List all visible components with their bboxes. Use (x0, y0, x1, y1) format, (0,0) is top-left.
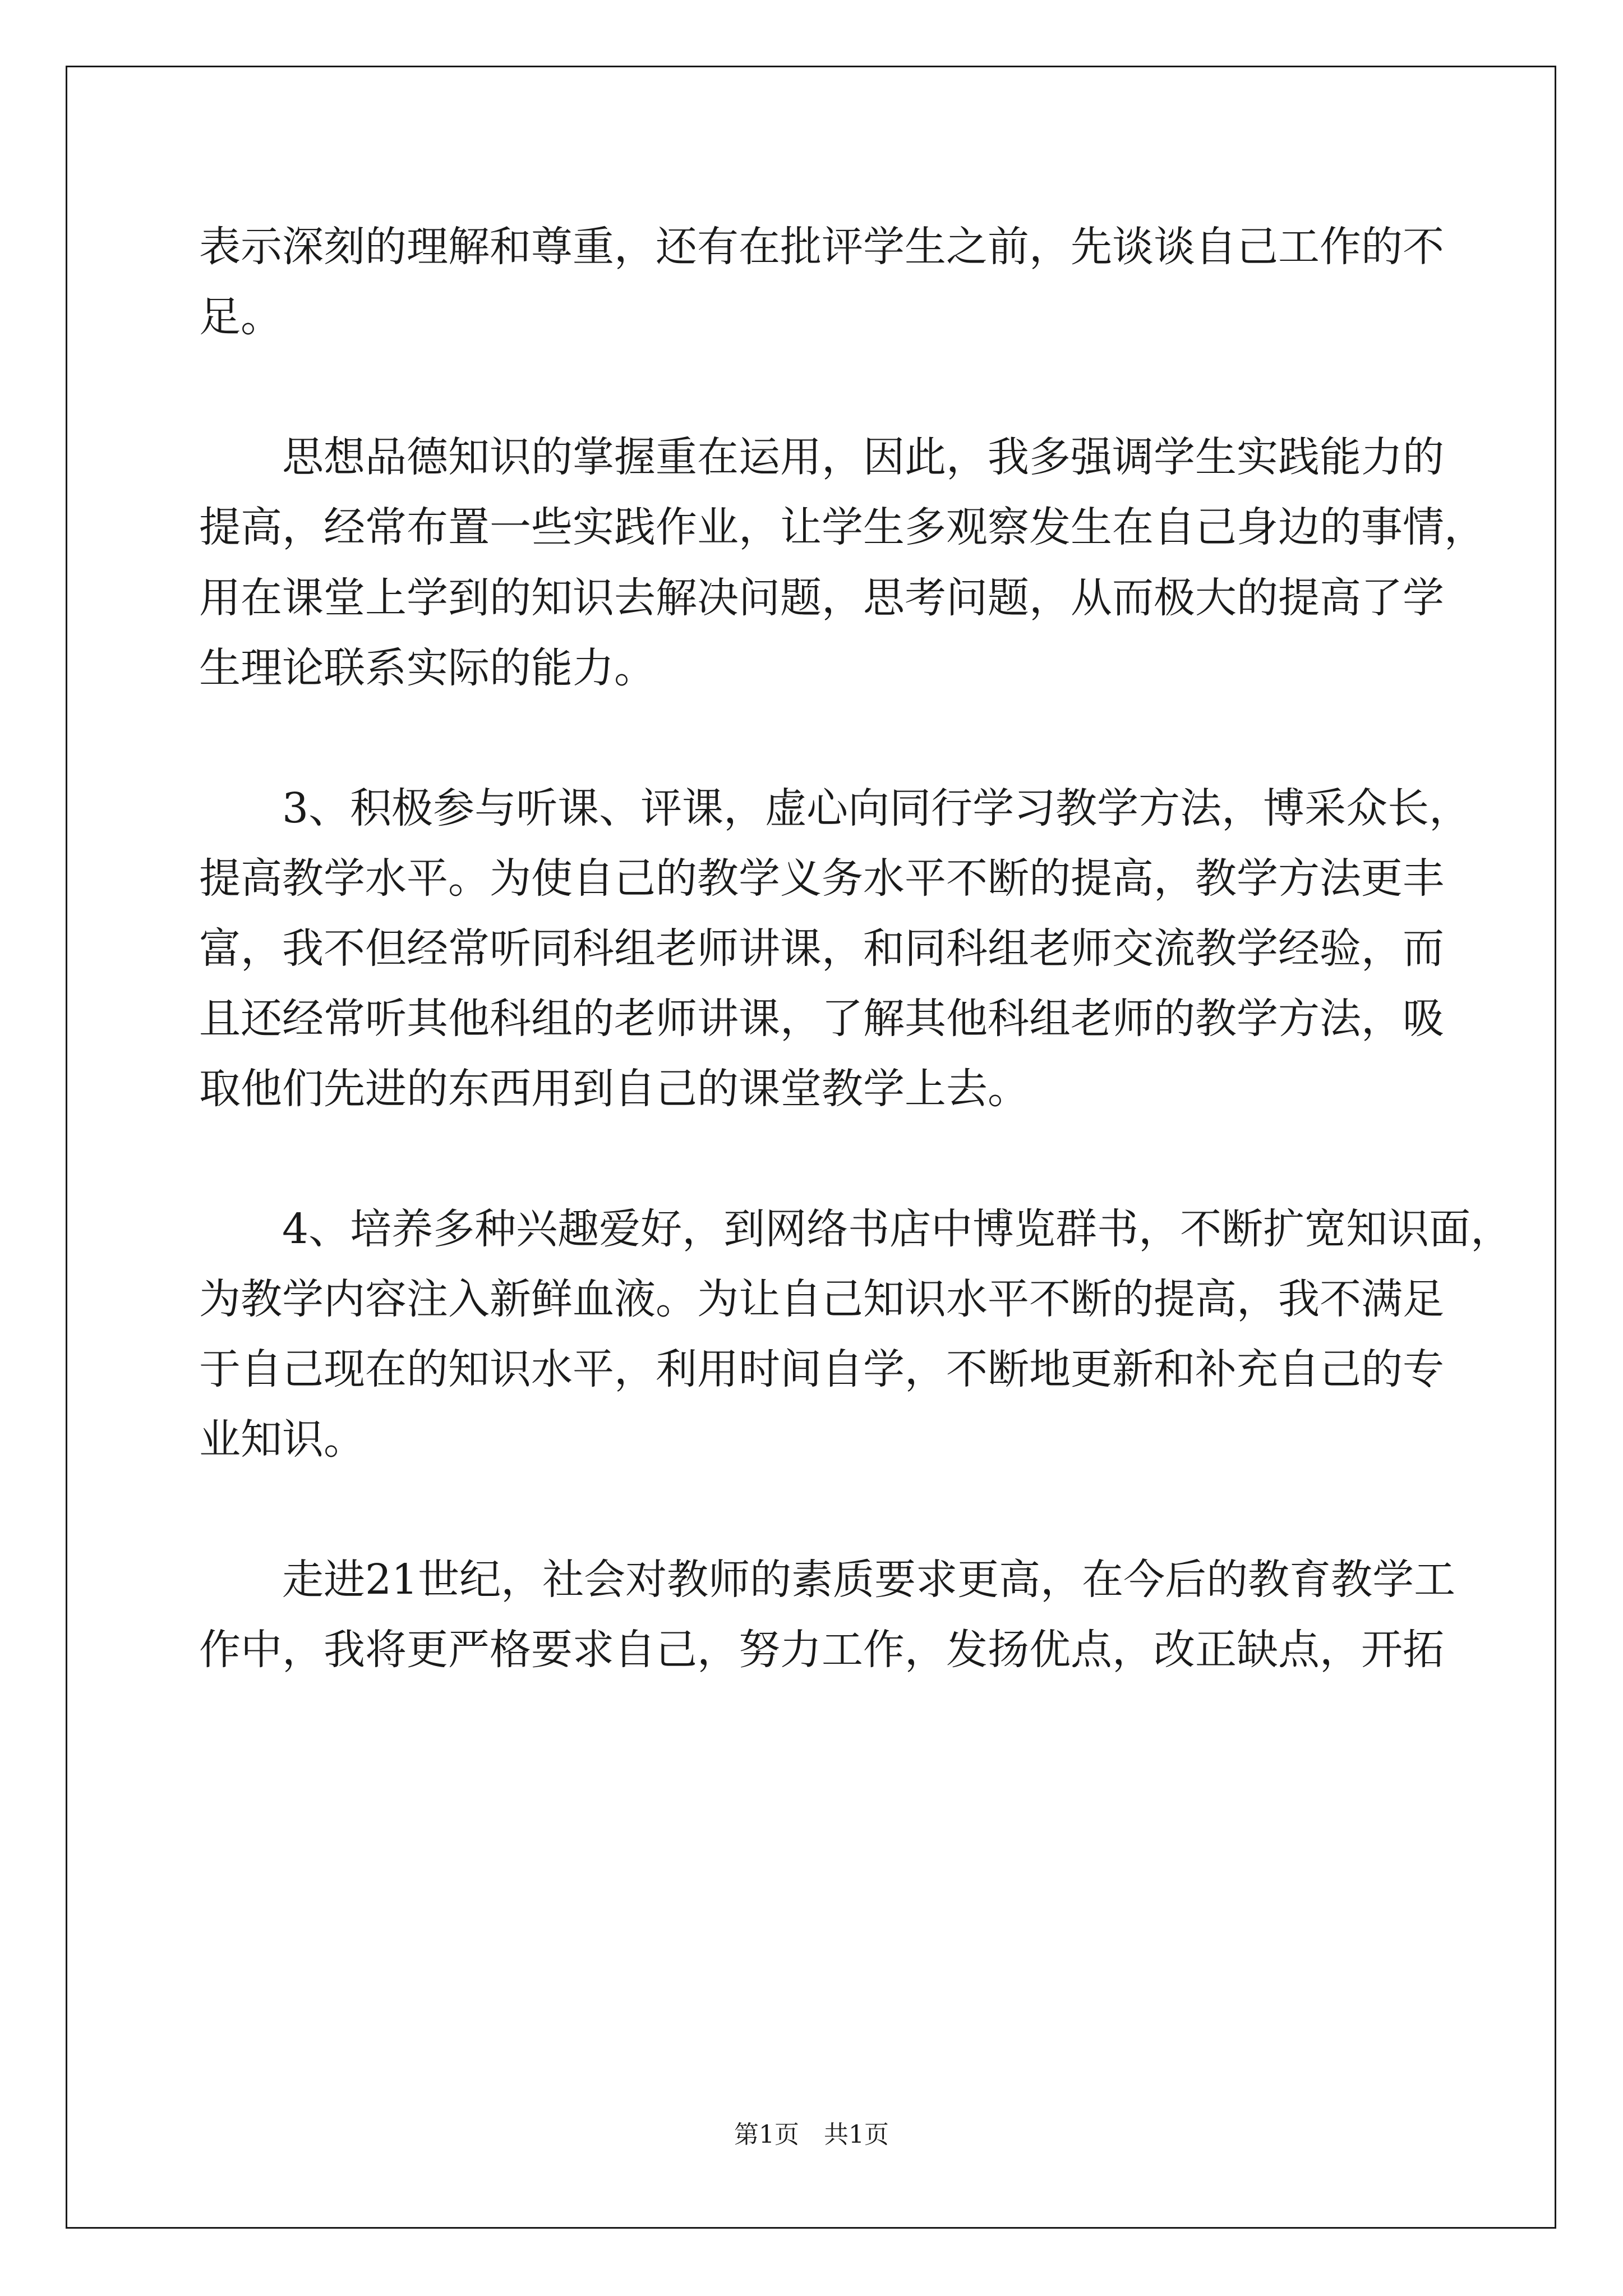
text-line: 作中，我将更严格要求自己，努力工作，发扬优点，改正缺点，开拓 (199, 1626, 1444, 1674)
text-line: 且还经常听其他科组的老师讲课，了解其他科组老师的教学方法，吸 (199, 995, 1444, 1043)
text-line: 富，我不但经常听同科组老师讲课，和同科组老师交流教学经验，而 (199, 924, 1444, 973)
text-line: 4、培养多种兴趣爱好，到网络书店中博览群书，不断扩宽知识面， (282, 1205, 1513, 1253)
page-number: 第1页 共1页 (734, 2120, 889, 2149)
text-line: 取他们先进的东西用到自己的课堂教学上去。 (199, 1065, 1029, 1113)
text-line: 表示深刻的理解和尊重，还有在批评学生之前，先谈谈自己工作的不 (199, 223, 1444, 271)
text-line: 走进21世纪，社会对教师的素质要求更高，在今后的教育教学工 (282, 1556, 1456, 1604)
text-line: 3、积极参与听课、评课，虚心向同行学习教学方法，博采众长， (282, 784, 1471, 832)
text-line: 业知识。 (199, 1415, 365, 1464)
text-line: 为教学内容注入新鲜血液。为让自己知识水平不断的提高，我不满足 (199, 1275, 1444, 1323)
text-line: 足。 (199, 293, 282, 341)
text-line: 于自己现在的知识水平，利用时间自学，不断地更新和补充自己的专 (199, 1345, 1444, 1393)
text-line: 思想品德知识的掌握重在运用，因此，我多强调学生实践能力的 (282, 433, 1444, 481)
text-line: 提高，经常布置一些实践作业，让学生多观察发生在自己身边的事情， (199, 503, 1486, 551)
text-line: 提高教学水平。为使自己的教学义务水平不断的提高，教学方法更丰 (199, 854, 1444, 903)
text-line: 用在课堂上学到的知识去解决问题，思考问题，从而极大的提高了学 (199, 574, 1444, 622)
page-border (66, 66, 1556, 2229)
text-line: 生理论联系实际的能力。 (199, 644, 656, 692)
